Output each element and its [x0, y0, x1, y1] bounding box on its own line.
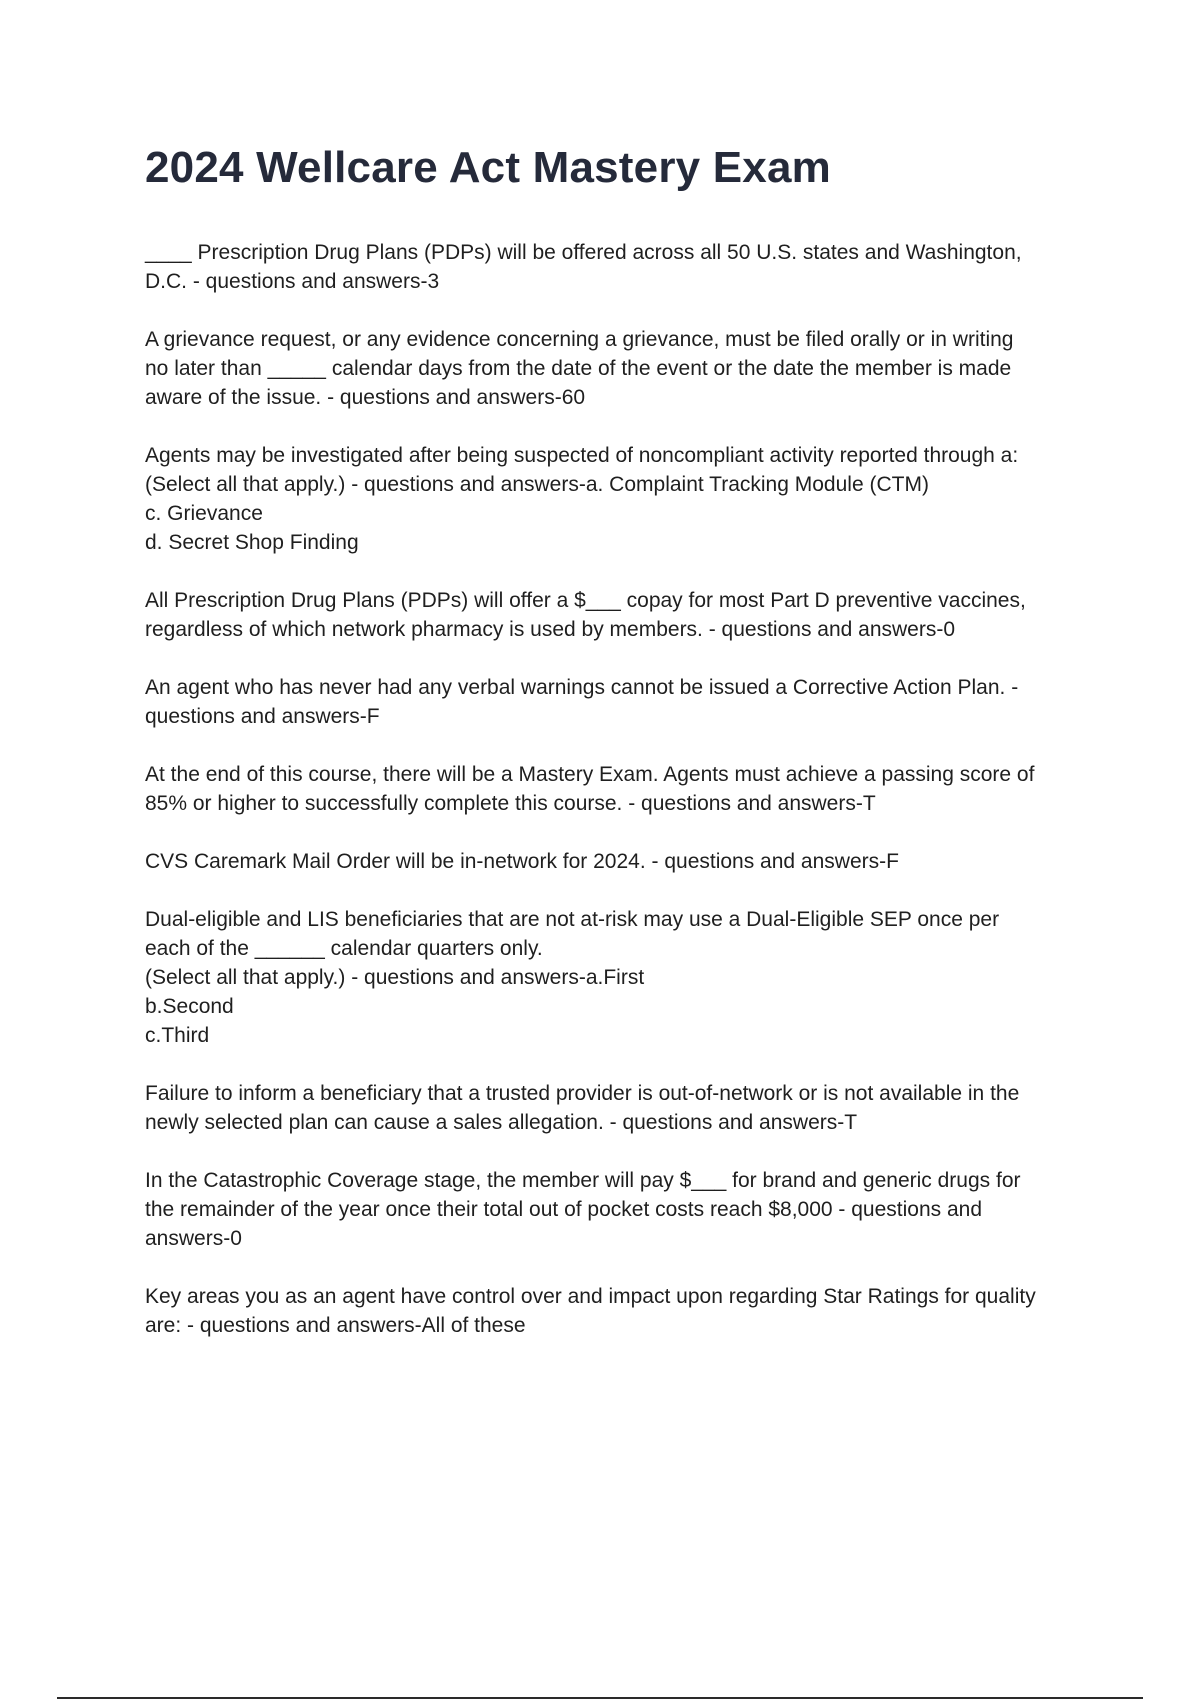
qa-item: [145, 1282, 1095, 1340]
qa-line: Agents may be investigated after being suspected of noncompliant activity reported through a:: [145, 444, 1019, 467]
qa-item: [145, 325, 1095, 412]
qa-line: An agent who has never had any verbal warnings cannot be issued a Corrective Action Plan. -: [145, 676, 1019, 699]
qa-line: b.Second: [145, 995, 234, 1018]
qa-line: are: - questions and answers-All of these: [145, 1314, 526, 1337]
qa-line: Dual-eligible and LIS beneficiaries that are not at-risk may use a Dual-Eligible SEP once per: [145, 908, 1000, 931]
qa-line: c.Third: [145, 1024, 210, 1047]
qa-line: A grievance request, or any evidence concerning a grievance, must be filed orally or in writing: [145, 328, 1014, 351]
qa-item: [145, 586, 1095, 644]
qa-item: [145, 905, 1095, 1050]
qa-line: questions and answers-F: [145, 705, 380, 728]
qa-item: [145, 673, 1095, 731]
qa-item: [145, 760, 1095, 818]
qa-line: the remainder of the year once their total out of pocket costs reach $8,000 - questions and: [145, 1198, 983, 1221]
qa-line: newly selected plan can cause a sales allegation. - questions and answers-T: [145, 1111, 858, 1134]
qa-line: All Prescription Drug Plans (PDPs) will offer a $___ copay for most Part D preventive vaccines,: [145, 589, 1026, 612]
document-title: 2024 Wellcare Act Mastery Exam: [145, 143, 831, 192]
qa-line: D.C. - questions and answers-3: [145, 270, 440, 293]
qa-line: At the end of this course, there will be a Mastery Exam. Agents must achieve a passing score of: [145, 763, 1035, 786]
qa-line: c. Grievance: [145, 502, 263, 525]
qa-line: Failure to inform a beneficiary that a trusted provider is out-of-network or is not available in the: [145, 1082, 1020, 1105]
qa-line: each of the ______ calendar quarters only.: [145, 937, 543, 960]
qa-item: [145, 238, 1095, 296]
qa-line: ____ Prescription Drug Plans (PDPs) will be offered across all 50 U.S. states and Washington,: [145, 241, 1022, 264]
qa-line: aware of the issue. - questions and answers-60: [145, 386, 586, 409]
qa-line: (Select all that apply.) - questions and answers-a.First: [145, 966, 645, 989]
qa-item: [145, 441, 1095, 557]
qa-line: Key areas you as an agent have control over and impact upon regarding Star Ratings for quality: [145, 1285, 1036, 1308]
qa-line: d. Secret Shop Finding: [145, 531, 359, 554]
qa-line: no later than _____ calendar days from the date of the event or the date the member is made: [145, 357, 1012, 380]
qa-line: CVS Caremark Mail Order will be in-network for 2024. - questions and answers-F: [145, 850, 899, 873]
qa-item: [145, 1166, 1095, 1253]
qa-line: (Select all that apply.) - questions and answers-a. Complaint Tracking Module (CTM): [145, 473, 929, 496]
qa-line: 85% or higher to successfully complete this course. - questions and answers-T: [145, 792, 876, 815]
qa-line: answers-0: [145, 1227, 242, 1250]
qa-list: [145, 238, 1095, 1369]
qa-line: regardless of which network pharmacy is used by members. - questions and answers-0: [145, 618, 956, 641]
qa-item: [145, 847, 1095, 876]
footer-divider: [57, 1697, 1143, 1699]
qa-line: In the Catastrophic Coverage stage, the member will pay $___ for brand and generic drugs for: [145, 1169, 1021, 1192]
qa-item: [145, 1079, 1095, 1137]
